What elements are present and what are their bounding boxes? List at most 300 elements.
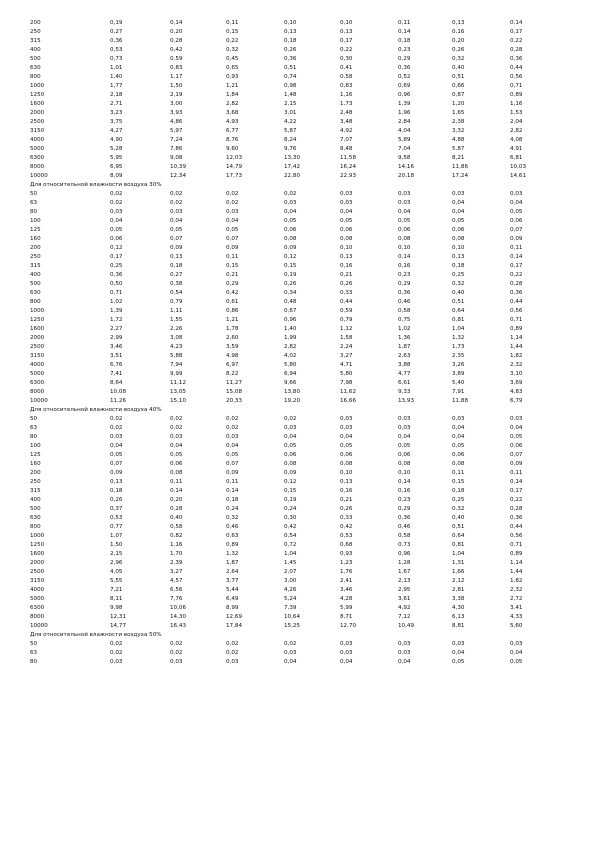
table-row bbox=[0, 379, 595, 387]
table-row bbox=[0, 505, 595, 513]
table-row bbox=[0, 658, 595, 666]
attenuation-cell: 0,04 bbox=[340, 208, 353, 215]
attenuation-cell: 17,42 bbox=[284, 163, 301, 170]
attenuation-cell: 0,03 bbox=[452, 190, 465, 197]
attenuation-cell: 3,26 bbox=[452, 361, 465, 368]
attenuation-cell: 2,32 bbox=[510, 361, 523, 368]
attenuation-cell: 0,26 bbox=[284, 280, 297, 287]
attenuation-cell: 0,18 bbox=[170, 262, 183, 269]
attenuation-cell: 0,17 bbox=[510, 262, 523, 269]
attenuation-cell: 0,02 bbox=[284, 190, 297, 197]
attenuation-cell: 0,19 bbox=[110, 19, 123, 26]
table-row bbox=[0, 55, 595, 63]
attenuation-cell: 0,08 bbox=[452, 460, 465, 467]
attenuation-cell: 0,11 bbox=[510, 469, 523, 476]
attenuation-cell: 2,32 bbox=[510, 586, 523, 593]
attenuation-cell: 0,04 bbox=[284, 658, 297, 665]
attenuation-cell: 1,11 bbox=[170, 307, 183, 314]
attenuation-cell: 0,14 bbox=[170, 487, 183, 494]
attenuation-cell: 1,87 bbox=[226, 559, 239, 566]
attenuation-cell: 0,15 bbox=[284, 262, 297, 269]
attenuation-cell: 0,07 bbox=[226, 460, 239, 467]
attenuation-cell: 0,02 bbox=[226, 415, 239, 422]
attenuation-cell: 0,53 bbox=[340, 532, 353, 539]
attenuation-cell: 0,10 bbox=[284, 19, 297, 26]
attenuation-cell: 0,02 bbox=[170, 424, 183, 431]
attenuation-cell: 0,02 bbox=[110, 415, 123, 422]
frequency-cell: 4000 bbox=[30, 586, 45, 593]
attenuation-cell: 0,03 bbox=[510, 415, 523, 422]
attenuation-cell: 0,03 bbox=[398, 424, 411, 431]
attenuation-cell: 5,40 bbox=[452, 379, 465, 386]
frequency-cell: 160 bbox=[30, 235, 41, 242]
attenuation-cell: 6,49 bbox=[226, 595, 239, 602]
attenuation-cell: 0,05 bbox=[398, 217, 411, 224]
attenuation-cell: 0,08 bbox=[340, 235, 353, 242]
attenuation-cell: 0,14 bbox=[510, 478, 523, 485]
attenuation-cell: 7,12 bbox=[398, 613, 411, 620]
attenuation-cell: 0,05 bbox=[398, 442, 411, 449]
attenuation-cell: 17,24 bbox=[452, 172, 469, 179]
attenuation-cell: 3,46 bbox=[340, 586, 353, 593]
table-row bbox=[0, 19, 595, 27]
attenuation-cell: 6,97 bbox=[226, 361, 239, 368]
frequency-cell: 6300 bbox=[30, 604, 45, 611]
attenuation-cell: 0,83 bbox=[170, 64, 183, 71]
attenuation-cell: 0,13 bbox=[340, 253, 353, 260]
attenuation-cell: 0,18 bbox=[226, 496, 239, 503]
attenuation-cell: 1,44 bbox=[510, 568, 523, 575]
attenuation-cell: 0,06 bbox=[110, 235, 123, 242]
attenuation-cell: 0,06 bbox=[398, 226, 411, 233]
attenuation-cell: 0,51 bbox=[284, 64, 297, 71]
table-row bbox=[0, 550, 595, 558]
attenuation-cell: 4,71 bbox=[340, 361, 353, 368]
attenuation-cell: 9,58 bbox=[398, 154, 411, 161]
table-row bbox=[0, 424, 595, 432]
attenuation-cell: 0,27 bbox=[110, 28, 123, 35]
attenuation-cell: 0,21 bbox=[226, 271, 239, 278]
attenuation-cell: 4,05 bbox=[110, 568, 123, 575]
frequency-cell: 250 bbox=[30, 28, 41, 35]
attenuation-cell: 0,24 bbox=[284, 505, 297, 512]
attenuation-cell: 0,05 bbox=[340, 217, 353, 224]
frequency-cell: 500 bbox=[30, 280, 41, 287]
attenuation-cell: 0,98 bbox=[284, 82, 297, 89]
frequency-cell: 630 bbox=[30, 64, 41, 71]
attenuation-cell: 0,81 bbox=[452, 316, 465, 323]
attenuation-cell: 13,05 bbox=[170, 388, 187, 395]
attenuation-cell: 0,42 bbox=[340, 523, 353, 530]
attenuation-cell: 0,04 bbox=[452, 199, 465, 206]
table-row bbox=[0, 469, 595, 477]
attenuation-cell: 0,32 bbox=[452, 55, 465, 62]
attenuation-cell: 0,28 bbox=[510, 505, 523, 512]
attenuation-cell: 19,20 bbox=[284, 397, 301, 404]
humidity-heading: Для относительной влажности воздуха 50% bbox=[30, 631, 162, 638]
attenuation-cell: 1,28 bbox=[398, 559, 411, 566]
attenuation-cell: 0,11 bbox=[398, 19, 411, 26]
attenuation-cell: 0,42 bbox=[170, 46, 183, 53]
attenuation-cell: 9,60 bbox=[226, 145, 239, 152]
attenuation-cell: 0,05 bbox=[510, 433, 523, 440]
attenuation-cell: 2,99 bbox=[110, 334, 123, 341]
attenuation-cell: 0,12 bbox=[110, 244, 123, 251]
frequency-cell: 800 bbox=[30, 298, 41, 305]
frequency-cell: 400 bbox=[30, 46, 41, 53]
attenuation-cell: 0,03 bbox=[170, 208, 183, 215]
attenuation-cell: 3,68 bbox=[226, 109, 239, 116]
frequency-cell: 630 bbox=[30, 514, 41, 521]
attenuation-cell: 0,61 bbox=[226, 298, 239, 305]
frequency-cell: 5000 bbox=[30, 595, 45, 602]
attenuation-cell: 0,22 bbox=[340, 46, 353, 53]
attenuation-cell: 0,25 bbox=[452, 271, 465, 278]
attenuation-cell: 0,02 bbox=[170, 199, 183, 206]
attenuation-cell: 0,12 bbox=[284, 253, 297, 260]
attenuation-cell: 0,05 bbox=[340, 442, 353, 449]
attenuation-cell: 0,20 bbox=[452, 37, 465, 44]
table-row bbox=[0, 523, 595, 531]
attenuation-cell: 0,22 bbox=[510, 37, 523, 44]
attenuation-cell: 1,87 bbox=[398, 343, 411, 350]
attenuation-cell: 1,65 bbox=[452, 109, 465, 116]
frequency-cell: 2000 bbox=[30, 109, 45, 116]
attenuation-cell: 0,44 bbox=[510, 64, 523, 71]
attenuation-cell: 0,89 bbox=[510, 325, 523, 332]
frequency-cell: 8000 bbox=[30, 613, 45, 620]
attenuation-cell: 0,36 bbox=[510, 514, 523, 521]
attenuation-cell: 20,18 bbox=[398, 172, 415, 179]
attenuation-cell: 13,80 bbox=[284, 388, 301, 395]
attenuation-cell: 4,08 bbox=[510, 136, 523, 143]
attenuation-cell: 0,38 bbox=[170, 280, 183, 287]
attenuation-cell: 16,43 bbox=[170, 622, 187, 629]
attenuation-cell: 0,02 bbox=[170, 649, 183, 656]
attenuation-cell: 0,96 bbox=[398, 550, 411, 557]
attenuation-cell: 0,11 bbox=[510, 244, 523, 251]
attenuation-cell: 0,23 bbox=[398, 271, 411, 278]
attenuation-cell: 0,33 bbox=[340, 289, 353, 296]
attenuation-cell: 0,28 bbox=[510, 280, 523, 287]
table-row bbox=[0, 154, 595, 162]
frequency-cell: 500 bbox=[30, 505, 41, 512]
attenuation-cell: 1,07 bbox=[110, 532, 123, 539]
attenuation-cell: 11,26 bbox=[110, 397, 127, 404]
attenuation-cell: 4,27 bbox=[110, 127, 123, 134]
frequency-cell: 1000 bbox=[30, 532, 45, 539]
table-row bbox=[0, 172, 595, 180]
attenuation-cell: 0,74 bbox=[284, 73, 297, 80]
attenuation-cell: 0,20 bbox=[170, 496, 183, 503]
table-row bbox=[0, 541, 595, 549]
attenuation-cell: 14,77 bbox=[110, 622, 127, 629]
attenuation-cell: 0,75 bbox=[398, 316, 411, 323]
attenuation-cell: 0,05 bbox=[510, 208, 523, 215]
attenuation-cell: 4,28 bbox=[340, 595, 353, 602]
attenuation-cell: 0,59 bbox=[170, 55, 183, 62]
attenuation-cell: 0,83 bbox=[340, 82, 353, 89]
attenuation-cell: 3,48 bbox=[340, 118, 353, 125]
attenuation-cell: 1,96 bbox=[398, 109, 411, 116]
attenuation-cell: 5,89 bbox=[398, 136, 411, 143]
attenuation-cell: 0,06 bbox=[340, 451, 353, 458]
attenuation-cell: 4,98 bbox=[226, 352, 239, 359]
attenuation-cell: 4,90 bbox=[110, 136, 123, 143]
frequency-cell: 4000 bbox=[30, 136, 45, 143]
attenuation-cell: 13,30 bbox=[284, 154, 301, 161]
frequency-cell: 10000 bbox=[30, 172, 48, 179]
attenuation-cell: 2,82 bbox=[510, 127, 523, 134]
attenuation-cell: 0,05 bbox=[170, 226, 183, 233]
attenuation-cell: 0,11 bbox=[226, 478, 239, 485]
attenuation-cell: 0,36 bbox=[510, 55, 523, 62]
attenuation-cell: 0,79 bbox=[170, 298, 183, 305]
attenuation-cell: 0,64 bbox=[452, 307, 465, 314]
attenuation-cell: 0,02 bbox=[110, 640, 123, 647]
attenuation-cell: 0,36 bbox=[284, 55, 297, 62]
attenuation-cell: 0,04 bbox=[284, 208, 297, 215]
frequency-cell: 2500 bbox=[30, 568, 45, 575]
table-row bbox=[0, 190, 595, 198]
frequency-cell: 2000 bbox=[30, 559, 45, 566]
attenuation-cell: 11,62 bbox=[340, 388, 357, 395]
humidity-heading: Для относительной влажности воздуха 30% bbox=[30, 181, 162, 188]
attenuation-cell: 0,72 bbox=[284, 541, 297, 548]
attenuation-cell: 1,53 bbox=[510, 109, 523, 116]
frequency-cell: 80 bbox=[30, 208, 38, 215]
attenuation-cell: 5,87 bbox=[452, 145, 465, 152]
table-row bbox=[0, 442, 595, 450]
attenuation-cell: 0,40 bbox=[170, 514, 183, 521]
attenuation-cell: 0,05 bbox=[170, 451, 183, 458]
attenuation-cell: 0,56 bbox=[510, 73, 523, 80]
attenuation-cell: 0,50 bbox=[110, 280, 123, 287]
attenuation-cell: 2,19 bbox=[170, 91, 183, 98]
attenuation-cell: 0,25 bbox=[452, 496, 465, 503]
attenuation-cell: 0,06 bbox=[452, 226, 465, 233]
attenuation-cell: 0,13 bbox=[452, 19, 465, 26]
attenuation-cell: 3,59 bbox=[226, 343, 239, 350]
attenuation-cell: 7,39 bbox=[284, 604, 297, 611]
frequency-cell: 1600 bbox=[30, 325, 45, 332]
attenuation-cell: 5,28 bbox=[110, 145, 123, 152]
frequency-cell: 50 bbox=[30, 190, 38, 197]
frequency-cell: 250 bbox=[30, 253, 41, 260]
table-row bbox=[0, 100, 595, 108]
attenuation-cell: 1,21 bbox=[226, 82, 239, 89]
attenuation-cell: 20,33 bbox=[226, 397, 243, 404]
attenuation-cell: 16,24 bbox=[340, 163, 357, 170]
attenuation-cell: 0,06 bbox=[284, 451, 297, 458]
attenuation-cell: 0,51 bbox=[452, 298, 465, 305]
frequency-cell: 160 bbox=[30, 460, 41, 467]
attenuation-cell: 0,03 bbox=[340, 424, 353, 431]
attenuation-cell: 1,48 bbox=[284, 91, 297, 98]
attenuation-cell: 3,46 bbox=[110, 343, 123, 350]
attenuation-cell: 4,30 bbox=[452, 604, 465, 611]
attenuation-cell: 8,48 bbox=[340, 145, 353, 152]
attenuation-cell: 7,24 bbox=[170, 136, 183, 143]
attenuation-cell: 0,54 bbox=[284, 532, 297, 539]
frequency-cell: 1600 bbox=[30, 100, 45, 107]
table-row bbox=[0, 217, 595, 225]
attenuation-cell: 0,14 bbox=[398, 28, 411, 35]
attenuation-cell: 4,88 bbox=[452, 136, 465, 143]
attenuation-cell: 0,08 bbox=[284, 460, 297, 467]
attenuation-cell: 2,24 bbox=[340, 343, 353, 350]
attenuation-cell: 0,27 bbox=[170, 271, 183, 278]
attenuation-cell: 0,11 bbox=[170, 478, 183, 485]
attenuation-cell: 3,41 bbox=[510, 604, 523, 611]
attenuation-cell: 10,39 bbox=[170, 163, 187, 170]
attenuation-cell: 0,16 bbox=[340, 487, 353, 494]
attenuation-cell: 0,04 bbox=[226, 442, 239, 449]
attenuation-cell: 0,41 bbox=[340, 64, 353, 71]
table-row bbox=[0, 514, 595, 522]
attenuation-cell: 0,36 bbox=[110, 37, 123, 44]
frequency-cell: 250 bbox=[30, 478, 41, 485]
frequency-cell: 8000 bbox=[30, 163, 45, 170]
attenuation-cell: 6,61 bbox=[398, 379, 411, 386]
attenuation-cell: 0,03 bbox=[340, 640, 353, 647]
attenuation-cell: 3,51 bbox=[110, 352, 123, 359]
attenuation-cell: 2,48 bbox=[340, 109, 353, 116]
attenuation-cell: 2,12 bbox=[452, 577, 465, 584]
attenuation-cell: 0,96 bbox=[398, 91, 411, 98]
attenuation-cell: 0,03 bbox=[340, 649, 353, 656]
attenuation-cell: 0,29 bbox=[398, 55, 411, 62]
attenuation-cell: 10,64 bbox=[284, 613, 301, 620]
attenuation-cell: 0,37 bbox=[110, 505, 123, 512]
attenuation-cell: 0,44 bbox=[510, 523, 523, 530]
attenuation-cell: 0,06 bbox=[398, 451, 411, 458]
attenuation-cell: 7,41 bbox=[110, 370, 123, 377]
attenuation-cell: 14,79 bbox=[226, 163, 243, 170]
attenuation-cell: 2,82 bbox=[226, 100, 239, 107]
attenuation-cell: 0,16 bbox=[398, 487, 411, 494]
attenuation-cell: 0,58 bbox=[398, 532, 411, 539]
attenuation-cell: 2,39 bbox=[170, 559, 183, 566]
attenuation-cell: 0,04 bbox=[452, 208, 465, 215]
attenuation-cell: 0,28 bbox=[170, 505, 183, 512]
frequency-cell: 6300 bbox=[30, 154, 45, 161]
attenuation-cell: 0,21 bbox=[340, 496, 353, 503]
attenuation-cell: 0,04 bbox=[340, 658, 353, 665]
attenuation-cell: 0,26 bbox=[284, 46, 297, 53]
attenuation-cell: 1,40 bbox=[284, 325, 297, 332]
attenuation-cell: 1,31 bbox=[452, 559, 465, 566]
attenuation-cell: 0,03 bbox=[398, 640, 411, 647]
attenuation-cell: 0,03 bbox=[110, 208, 123, 215]
attenuation-cell: 2,95 bbox=[398, 586, 411, 593]
table-row bbox=[0, 316, 595, 324]
attenuation-cell: 0,04 bbox=[398, 658, 411, 665]
attenuation-cell: 0,03 bbox=[340, 415, 353, 422]
attenuation-cell: 0,05 bbox=[110, 226, 123, 233]
attenuation-cell: 2,41 bbox=[340, 577, 353, 584]
attenuation-cell: 3,27 bbox=[170, 568, 183, 575]
attenuation-cell: 0,19 bbox=[284, 271, 297, 278]
attenuation-cell: 1,77 bbox=[110, 82, 123, 89]
attenuation-cell: 8,81 bbox=[452, 622, 465, 629]
attenuation-cell: 0,13 bbox=[452, 253, 465, 260]
attenuation-cell: 8,11 bbox=[110, 595, 123, 602]
table-row bbox=[0, 127, 595, 135]
attenuation-cell: 1,82 bbox=[510, 577, 523, 584]
attenuation-cell: 2,72 bbox=[510, 595, 523, 602]
attenuation-cell: 9,08 bbox=[170, 154, 183, 161]
attenuation-cell: 0,65 bbox=[226, 64, 239, 71]
attenuation-cell: 16,66 bbox=[340, 397, 357, 404]
attenuation-cell: 8,09 bbox=[110, 172, 123, 179]
frequency-cell: 5000 bbox=[30, 370, 45, 377]
attenuation-cell: 0,20 bbox=[170, 28, 183, 35]
attenuation-cell: 0,04 bbox=[110, 217, 123, 224]
attenuation-cell: 1,32 bbox=[452, 334, 465, 341]
attenuation-cell: 0,56 bbox=[510, 307, 523, 314]
attenuation-cell: 5,99 bbox=[340, 604, 353, 611]
attenuation-cell: 0,15 bbox=[226, 28, 239, 35]
attenuation-cell: 0,22 bbox=[510, 496, 523, 503]
attenuation-cell: 0,18 bbox=[398, 37, 411, 44]
attenuation-cell: 10,03 bbox=[510, 163, 527, 170]
attenuation-cell: 0,87 bbox=[452, 91, 465, 98]
attenuation-cell: 0,03 bbox=[340, 199, 353, 206]
attenuation-cell: 0,54 bbox=[170, 289, 183, 296]
attenuation-cell: 12,31 bbox=[110, 613, 127, 620]
attenuation-cell: 0,53 bbox=[110, 514, 123, 521]
attenuation-cell: 1,44 bbox=[510, 343, 523, 350]
attenuation-cell: 0,17 bbox=[340, 37, 353, 44]
attenuation-cell: 6,77 bbox=[226, 127, 239, 134]
table-row bbox=[0, 208, 595, 216]
attenuation-cell: 1,32 bbox=[226, 550, 239, 557]
attenuation-cell: 3,69 bbox=[510, 379, 523, 386]
attenuation-cell: 0,13 bbox=[170, 253, 183, 260]
attenuation-cell: 0,04 bbox=[510, 424, 523, 431]
attenuation-cell: 5,88 bbox=[170, 352, 183, 359]
attenuation-cell: 0,06 bbox=[284, 226, 297, 233]
attenuation-cell: 0,03 bbox=[226, 208, 239, 215]
attenuation-cell: 6,56 bbox=[170, 586, 183, 593]
attenuation-cell: 5,55 bbox=[110, 577, 123, 584]
attenuation-cell: 12,34 bbox=[170, 172, 187, 179]
attenuation-cell: 0,17 bbox=[110, 253, 123, 260]
attenuation-cell: 6,81 bbox=[510, 154, 523, 161]
attenuation-cell: 3,77 bbox=[226, 577, 239, 584]
attenuation-cell: 0,69 bbox=[398, 82, 411, 89]
attenuation-cell: 11,27 bbox=[226, 379, 243, 386]
attenuation-cell: 0,32 bbox=[226, 46, 239, 53]
attenuation-cell: 0,09 bbox=[284, 469, 297, 476]
attenuation-cell: 1,14 bbox=[510, 559, 523, 566]
attenuation-cell: 0,26 bbox=[340, 280, 353, 287]
attenuation-cell: 0,07 bbox=[110, 460, 123, 467]
attenuation-cell: 0,02 bbox=[226, 640, 239, 647]
attenuation-cell: 3,88 bbox=[398, 361, 411, 368]
attenuation-cell: 0,11 bbox=[226, 19, 239, 26]
attenuation-cell: 1,84 bbox=[226, 91, 239, 98]
attenuation-cell: 0,71 bbox=[510, 82, 523, 89]
table-row bbox=[0, 343, 595, 351]
attenuation-cell: 4,22 bbox=[284, 118, 297, 125]
attenuation-cell: 1,16 bbox=[510, 100, 523, 107]
attenuation-cell: 4,93 bbox=[226, 118, 239, 125]
attenuation-cell: 2,26 bbox=[170, 325, 183, 332]
attenuation-cell: 4,91 bbox=[510, 145, 523, 152]
attenuation-cell: 0,03 bbox=[110, 658, 123, 665]
